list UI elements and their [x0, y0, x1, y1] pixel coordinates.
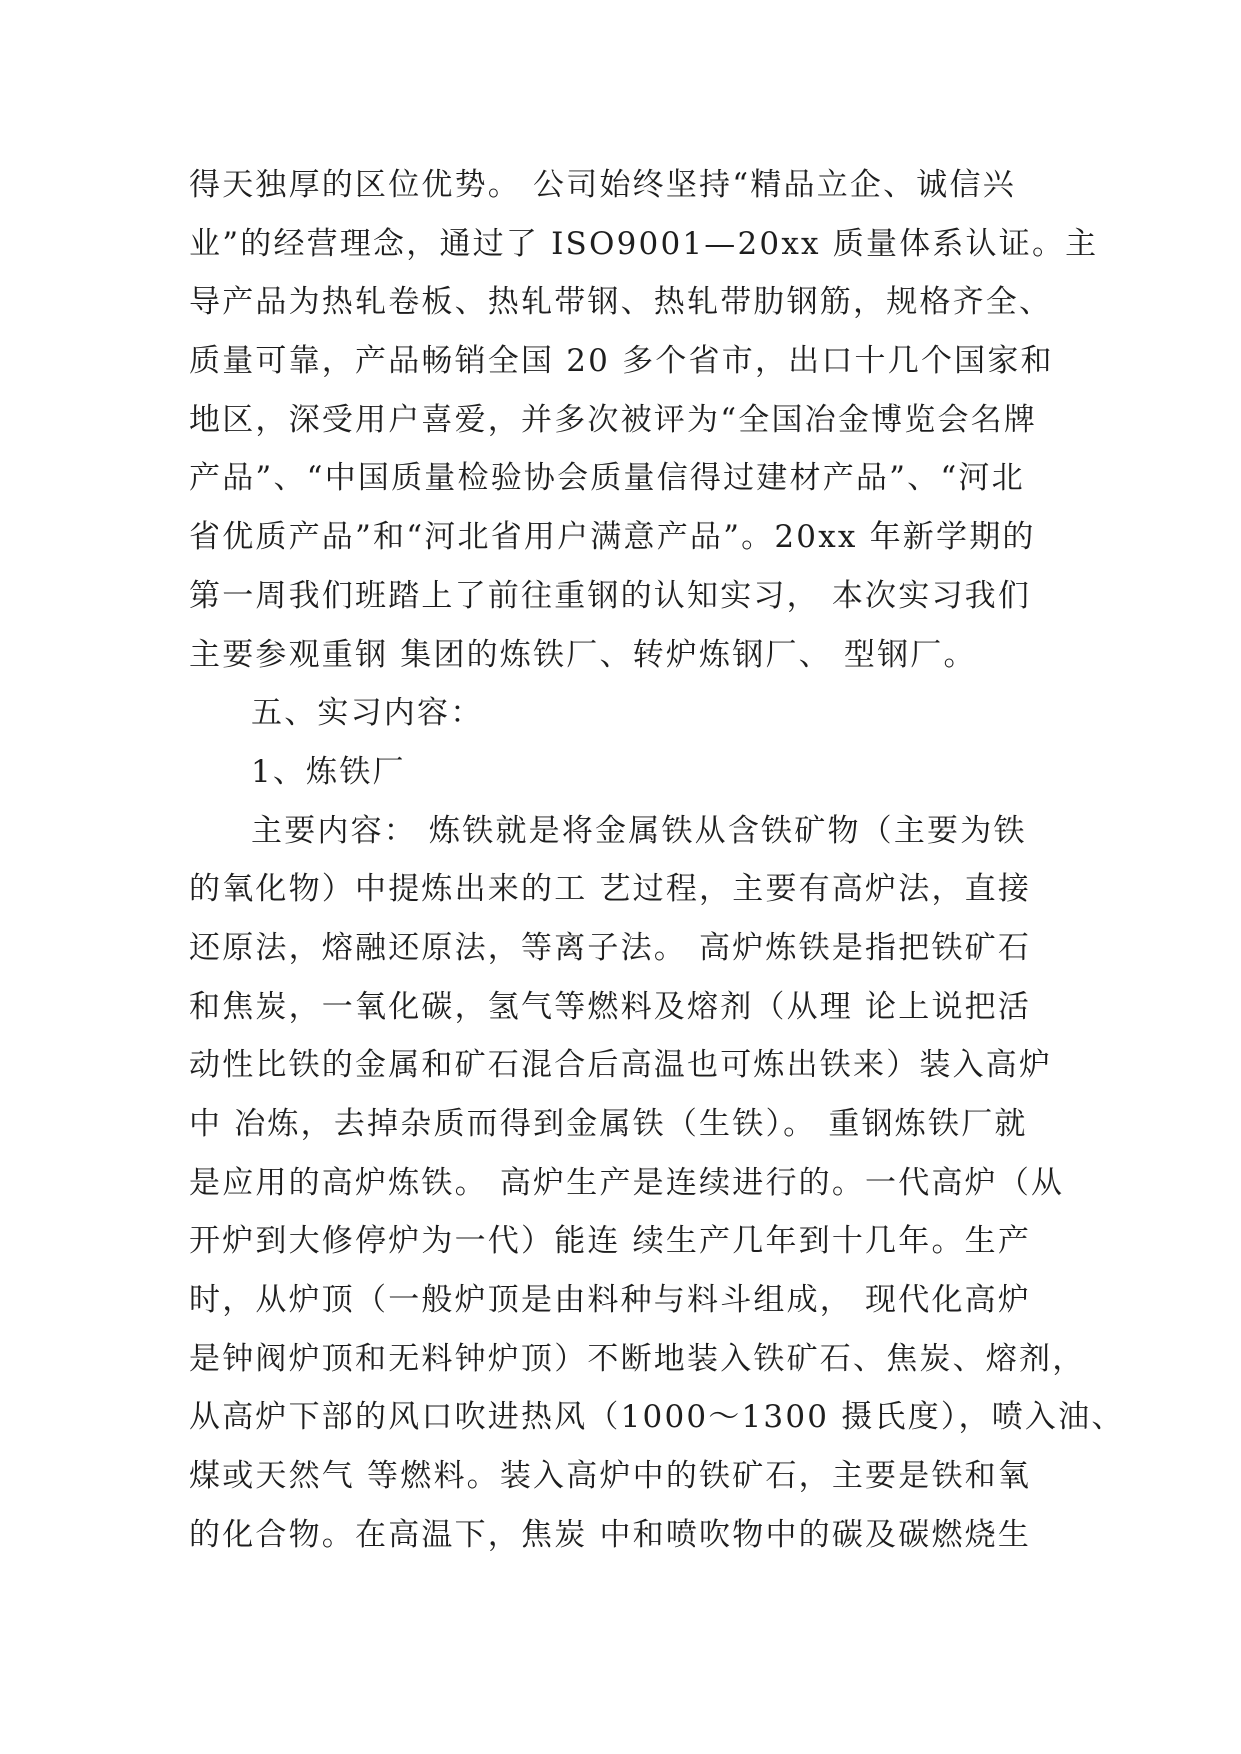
body-text	[189, 156, 1125, 1565]
paragraph-line: 1、炼铁厂	[251, 753, 406, 790]
paragraph-line: 时，从炉顶（一般炉顶是由料种与料斗组成， 现代化高炉	[189, 1282, 1032, 1319]
paragraph-line: 地区，深受用户喜爱，并多次被评为“全国冶金博览会名牌	[189, 401, 1038, 438]
paragraph-line: 第一周我们班踏上了前往重钢的认知实习， 本次实习我们	[189, 577, 1032, 614]
paragraph-line: 主要内容： 炼铁就是将金属铁从含铁矿物（主要为铁	[251, 812, 1027, 849]
paragraph-line: 还原法，熔融还原法，等离子法。 高炉炼铁是指把铁矿石	[189, 929, 1032, 966]
paragraph-line: 煤或天然气 等燃料。装入高炉中的铁矿石，主要是铁和氧	[189, 1458, 1032, 1495]
paragraph-line: 是应用的高炉炼铁。 高炉生产是连续进行的。一代高炉（从	[189, 1164, 1065, 1201]
paragraph-line: 导产品为热轧卷板、热轧带钢、热轧带肋钢筋，规格齐全、	[189, 284, 1053, 321]
paragraph-line: 从高炉下部的风口吹进热风（1000～1300 摄氏度），喷入油、	[189, 1399, 1125, 1436]
paragraph-line: 主要参观重钢 集团的炼铁厂、转炉炼钢厂、 型钢厂。	[189, 636, 977, 673]
paragraph-line: 是钟阀炉顶和无料钟炉顶）不断地装入铁矿石、焦炭、熔剂，	[189, 1340, 1086, 1377]
paragraph-line: 业”的经营理念，通过了 ISO9001—20xx 质量体系认证。主	[189, 225, 1099, 262]
paragraph-line: 中 冶炼，去掉杂质而得到金属铁（生铁）。 重钢炼铁厂就	[189, 1106, 1028, 1142]
paragraph-line: 五、实习内容：	[251, 695, 484, 732]
paragraph-line: 的化合物。在高温下，焦炭 中和喷吹物中的碳及碳燃烧生	[189, 1516, 1032, 1553]
paragraph-line: 开炉到大修停炉为一代）能连 续生产几年到十几年。生产	[189, 1223, 1032, 1260]
paragraph-line: 质量可靠，产品畅销全国 20 多个省市，出口十几个国家和	[189, 343, 1054, 380]
paragraph-line: 省优质产品”和“河北省用户满意产品”。20xx 年新学期的	[189, 519, 1036, 556]
paragraph-line: 得天独厚的区位优势。 公司始终坚持“精品立企、诚信兴	[189, 167, 1016, 203]
paragraph-line: 动性比铁的金属和矿石混合后高温也可炼出铁来）装入高炉	[189, 1047, 1053, 1084]
paragraph-line: 的氧化物）中提炼出来的工 艺过程，主要有高炉法，直接	[189, 871, 1032, 908]
paragraph-line: 产品”、“中国质量检验协会质量信得过建材产品”、“河北	[189, 460, 1025, 497]
paragraph-line: 和焦炭，一氧化碳，氢气等燃料及熔剂（从理 论上说把活	[189, 988, 1032, 1025]
